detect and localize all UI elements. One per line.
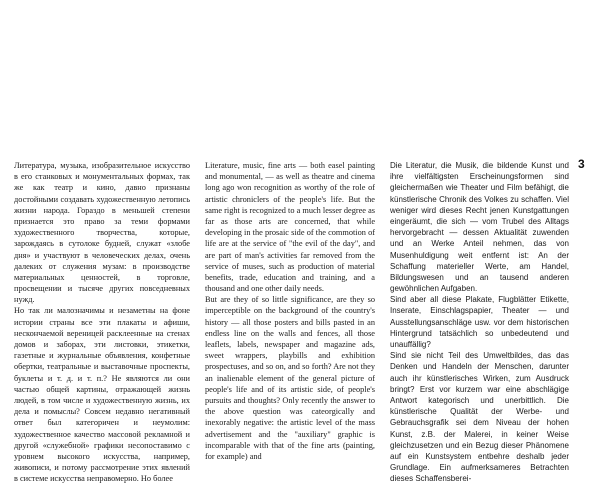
russian-paragraph-2: Но так ли малозначимы и незаметны на фоне истории страны все эти плакаты и афиши, нескончаемой вереницей расклеенные на стенах домов и заборах, эти листовки, этикетки, газетные и журнальные объявления, конфетные обертки, театральные и выставочные проспекты, буклеты и т. д. и т. п.? Не являются ли они частью общей картины, отражающей жизнь людей, в том числе и художественную жизнь, их дела и помыслы? Совсем недавно негативный ответ был категоричен и неумолим: художественное качество массовой рекламной и другой «служебной» графики несопоставимо с уровнем высокого искусства, например, живописи, и потому рассмотрение этих явлений в системе искусства неправомерно. Но более xyxy=(14,306,190,484)
german-paragraph-1: Die Literatur, die Musik, die bildende Kunst und ihre vielfältigsten Erscheinungsformen sind gleichermaßen wie Theater und Film befähigt, die künstlerische Chronik des Volkes zu schaffen. Viel weniger wird dieses Recht jenen Kunstgattungen eingeräumt, die sich — vom Trubel des Alltags hervorgebracht — dessen Aktualität zuwenden und an Werke Anteil nehmen, das von Musenhuldigung weit entfernt ist: An der Schaffung materieller Werte, am Handel, Bildungswesen und an tausend anderen gewöhnlichen Aufgaben. xyxy=(390,161,569,294)
page-number: 3 xyxy=(578,157,585,171)
english-paragraph-2: But are they of so little significance, are they so imperceptible on the background of the country's history — all those posters and bills pasted in an endless line on the walls and fences, all those leaflets, labels, newspaper and magazine ads, sweet wrappers, playbills and exhibition prospectuses, and so on, and so forth? Are not they an inalienable element of the general picture of people's life and of its artistic side, of people's pursuits and thoughts? Only recently the answer to the above question was cateorgically and inexorably negative: the artistic level of the mass advertisement and the "auxiliary" graphic is incomparable with that of the fine arts (painting, for example) and xyxy=(205,295,375,461)
german-text-column xyxy=(390,160,569,484)
english-paragraph-1: Literature, music, fine arts — both easel painting and monumental, — as well as theatre and cinema long ago won recognition as worthy of the role of artistic chroniclers of the people's life. But the same right is recognized to a much lesser degree as far as those arts are concerned, that while developing in the prosaic side of the commotion of life are at the service of "the evil of the day", and are part of man's activities far removed from the service of muses, such as production of material benefits, trade, education and training, and a thousand and one other daily needs. xyxy=(205,161,375,294)
russian-text-column xyxy=(14,160,190,484)
english-text-column xyxy=(205,160,375,462)
german-paragraph-2: Sind aber all diese Plakate, Flugblätter Etikette, Inserate, Einschlagspapier, Theater — und Ausstellungsanschläge usw. vor dem historischen Hintergrund tatsächlich so unbedeutend und unauffällig? xyxy=(390,295,569,349)
german-paragraph-3: Sind sie nicht Teil des Umweltbildes, das das Denken und Handeln der Menschen, darunter auch ihr künstlerisches Wirken, zum Ausdruck bringt? Erst vor kurzem war eine abschlägige Antwort kategorisch und unerbittlich. Die künstlerische Qualität der Werbe- und Gebrauchsgrafik sei dem Niveau der hohen Kunst, z.B. der Malerei, in keiner Weise gleichzusetzen und ein Bezug dieser Phänomene auf ein Kunstsystem entbehre deshalb jeder Grundlage. Ein aufmerksameres Betrachten dieses Schaffensberei- xyxy=(390,351,569,484)
russian-paragraph-1: Литература, музыка, изобразительное искусство в его станковых и монументальных формах, так же как театр и кино, давно признаны достойными создавать художественную летопись жизни народа. Гораздо в меньшей степени признается это право за теми формами художественного творчества, которые, зарождаясь в сутолоке будней, служат «злобе дня» и участвуют в человеческих делах, очень далеких от служения музам: в производстве материальных ценностей, в торговле, просвещении и тысяче других повседневных нужд. xyxy=(14,161,190,305)
